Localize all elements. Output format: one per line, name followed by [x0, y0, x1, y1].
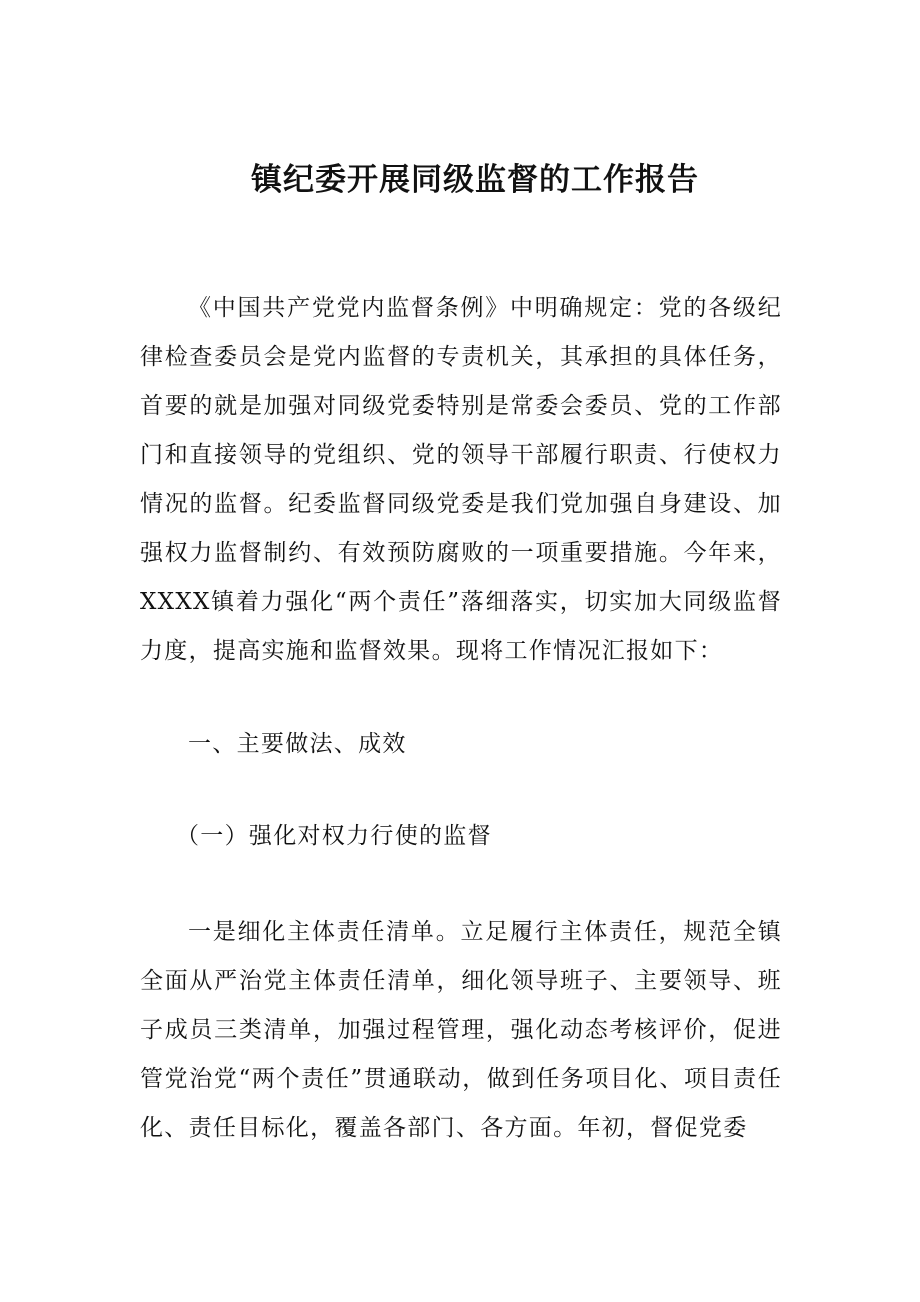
paragraph-detail: 一是细化主体责任清单。立足履行主体责任，规范全镇全面从严治党主体责任清单，细化领导班子、主要领导、班子成员三类清单，加强过程管理，强化动态考核评价，促进管党治党“两个责任”贯通联动，做到任务项目化、项目责任化、责任目标化，覆盖各部门、各方面。年初，督促党委: [140, 919, 782, 1141]
subsection-heading: （一）强化对权力行使的监督: [176, 823, 492, 849]
paragraph-intro: 《中国共产党党内监督条例》中明确规定：党的各级纪律检查委员会是党内监督的专责机关，其承担的具体任务，首要的就是加强对同级党委特别是常委会委员、党的工作部门和直接领导的党组织、党的领导干部履行职责、行使权力情况的监督。纪委监督同级党委是我们党加强自身建设、加强权力监督制约、有效预防腐败的一项重要措施。今年来，XXXX镇着力强化“两个责任”落细落实，切实加大同级监督力度，提高实施和监督效果。现将工作情况汇报如下：: [140, 295, 782, 664]
section-heading: 一、主要做法、成效: [188, 731, 407, 757]
document-title: 镇纪委开展同级监督的工作报告: [251, 162, 699, 198]
